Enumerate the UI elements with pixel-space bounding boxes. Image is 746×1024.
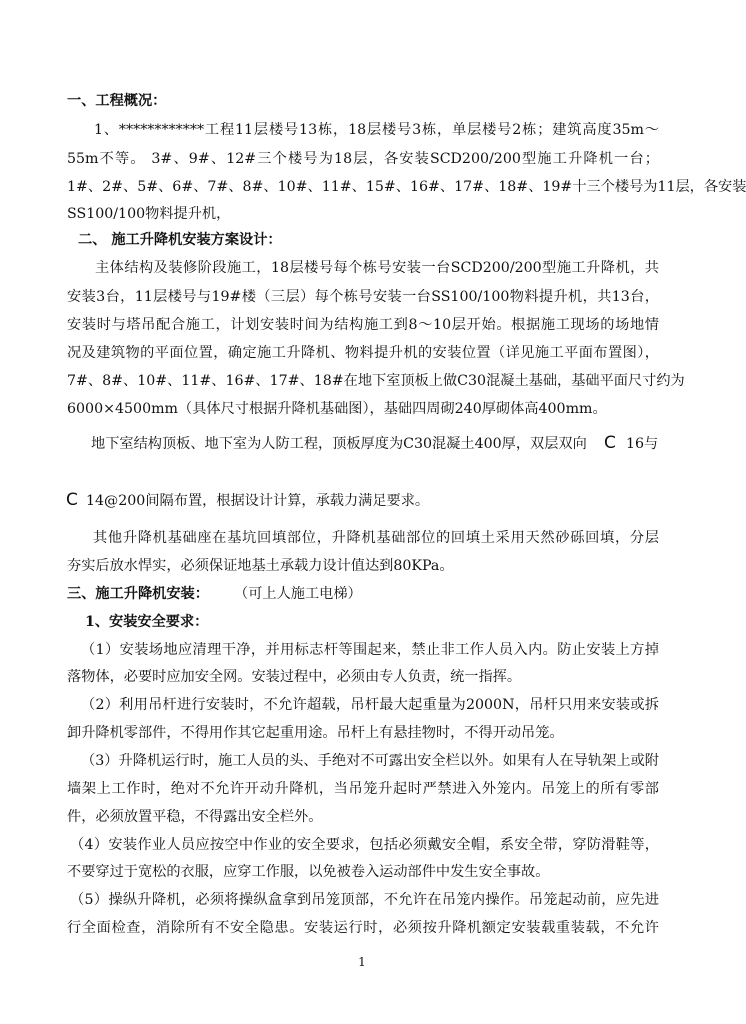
paragraph-line: （2）利用吊杆进行安装时，不允许超载，吊杆最大起重量为2000N，吊杆只用来安装或拆 [81,697,659,713]
section-heading-1: 一、工程概况： [67,93,167,109]
paragraph-line: 1、************工程11层楼号13栋，18层楼号3栋，单层楼号2栋；建筑高度35m～ [94,122,659,138]
paragraph-line: （3）升降机运行时，施工人员的头、手绝对不可露出安全栏以外。如果有人在导轨架上或附 [81,753,659,769]
paragraph-line: 地下室结构顶板、地下室为人防工程，顶板厚度为C30混凝土400厚，双层双向 [91,436,587,452]
subsection-heading: 1、安装安全要求： [85,614,209,630]
paragraph-line: 安装时与塔吊配合施工，计划安装时间为结构施工到8～10层开始。根据施工现场的场地情 [67,317,659,333]
paragraph-line: （1）安装场地应清理干净，并用标志杆等围起来，禁止非工作人员入内。防止安装上方掉 [81,642,659,658]
paragraph-line: 不要穿过于宽松的衣服，应穿工作服，以免被卷入运动部件中发生安全事故。 [67,864,550,880]
paragraph-line: 夯实后放水悍实，必须保证地基土承载力设计值达到80KPa。 [67,558,454,574]
paragraph-line: 1#、2#、5#、6#、7#、8#、10#、11#、15#、16#、17#、18#、19#十三个楼号为11层，各安装 [67,179,746,195]
paragraph-line: 55m不等。 3#、9#、12#三个楼号为18层，各安装SCD200/200型施工升降机一台； [67,151,659,167]
paragraph-line: 14@200间隔布置，根据设计计算，承载力满足要求。 [86,493,430,509]
paragraph-line: （4）安装作业人员应按空中作业的安全要求，包括必须戴安全帽，系安全带，穿防滑鞋等， [70,837,659,853]
paragraph-line: 7#、8#、10#、11#、16#、17#、18#在地下室顶板上做C30混凝土基础，基础平面尺寸约为 [67,373,685,389]
paragraph-line: 安装3台，11层楼号与19#楼（三层）每个栋号安装一台SS100/100物料提升机，共13台， [67,289,659,305]
rebar-symbol: C [604,433,616,453]
paragraph-line: 其他升降机基础座在基坑回填部位，升降机基础部位的回填土采用天然砂砾回填，分层 [93,530,659,546]
section-heading-3: 三、施工升降机安装： [67,586,209,602]
section-heading-note: （可上人施工电梯） [234,586,362,602]
paragraph-line: 主体结构及装修阶段施工，18层楼号每个栋号安装一台SCD200/200型施工升降机，共 [95,260,659,276]
page-number: 1 [358,955,366,969]
paragraph-line: 行全面检查，消除所有不安全隐患。安装运行时，必须按升降机额定安装载重装载，不允许 [67,920,659,936]
section-heading-2: 二、 施工升降机安装方案设计： [78,232,282,248]
paragraph-line: 6000×4500mm（具体尺寸根据升降机基础图），基础四周砌240厚砌体高400mm。 [67,401,607,417]
paragraph-line: 墙架上工作时，绝对不允许开动升降机，当吊笼升起时严禁进入外笼内。吊笼上的所有零部 [67,781,659,797]
paragraph-line: 落物体，必要时应加安全网。安装过程中，必须由专人负责，统一指挥。 [67,669,522,685]
paragraph-line: 卸升降机零部件，不得用作其它起重用途。吊杆上有悬挂物时，不得开动吊笼。 [67,725,564,741]
paragraph-line: 件，必须放置平稳，不得露出安全栏外。 [67,809,323,825]
paragraph-line: 况及建筑物的平面位置，确定施工升降机、物料提升机的安装位置（详见施工平面布置图）， [67,345,659,361]
rebar-size: 16与 [626,436,659,452]
paragraph-line: （5）操纵升降机，必须将操纵盒拿到吊笼顶部，不允许在吊笼内操作。吊笼起动前，应先进 [70,892,659,908]
rebar-symbol: C [66,490,78,510]
paragraph-line: SS100/100物料提升机， [67,206,231,222]
